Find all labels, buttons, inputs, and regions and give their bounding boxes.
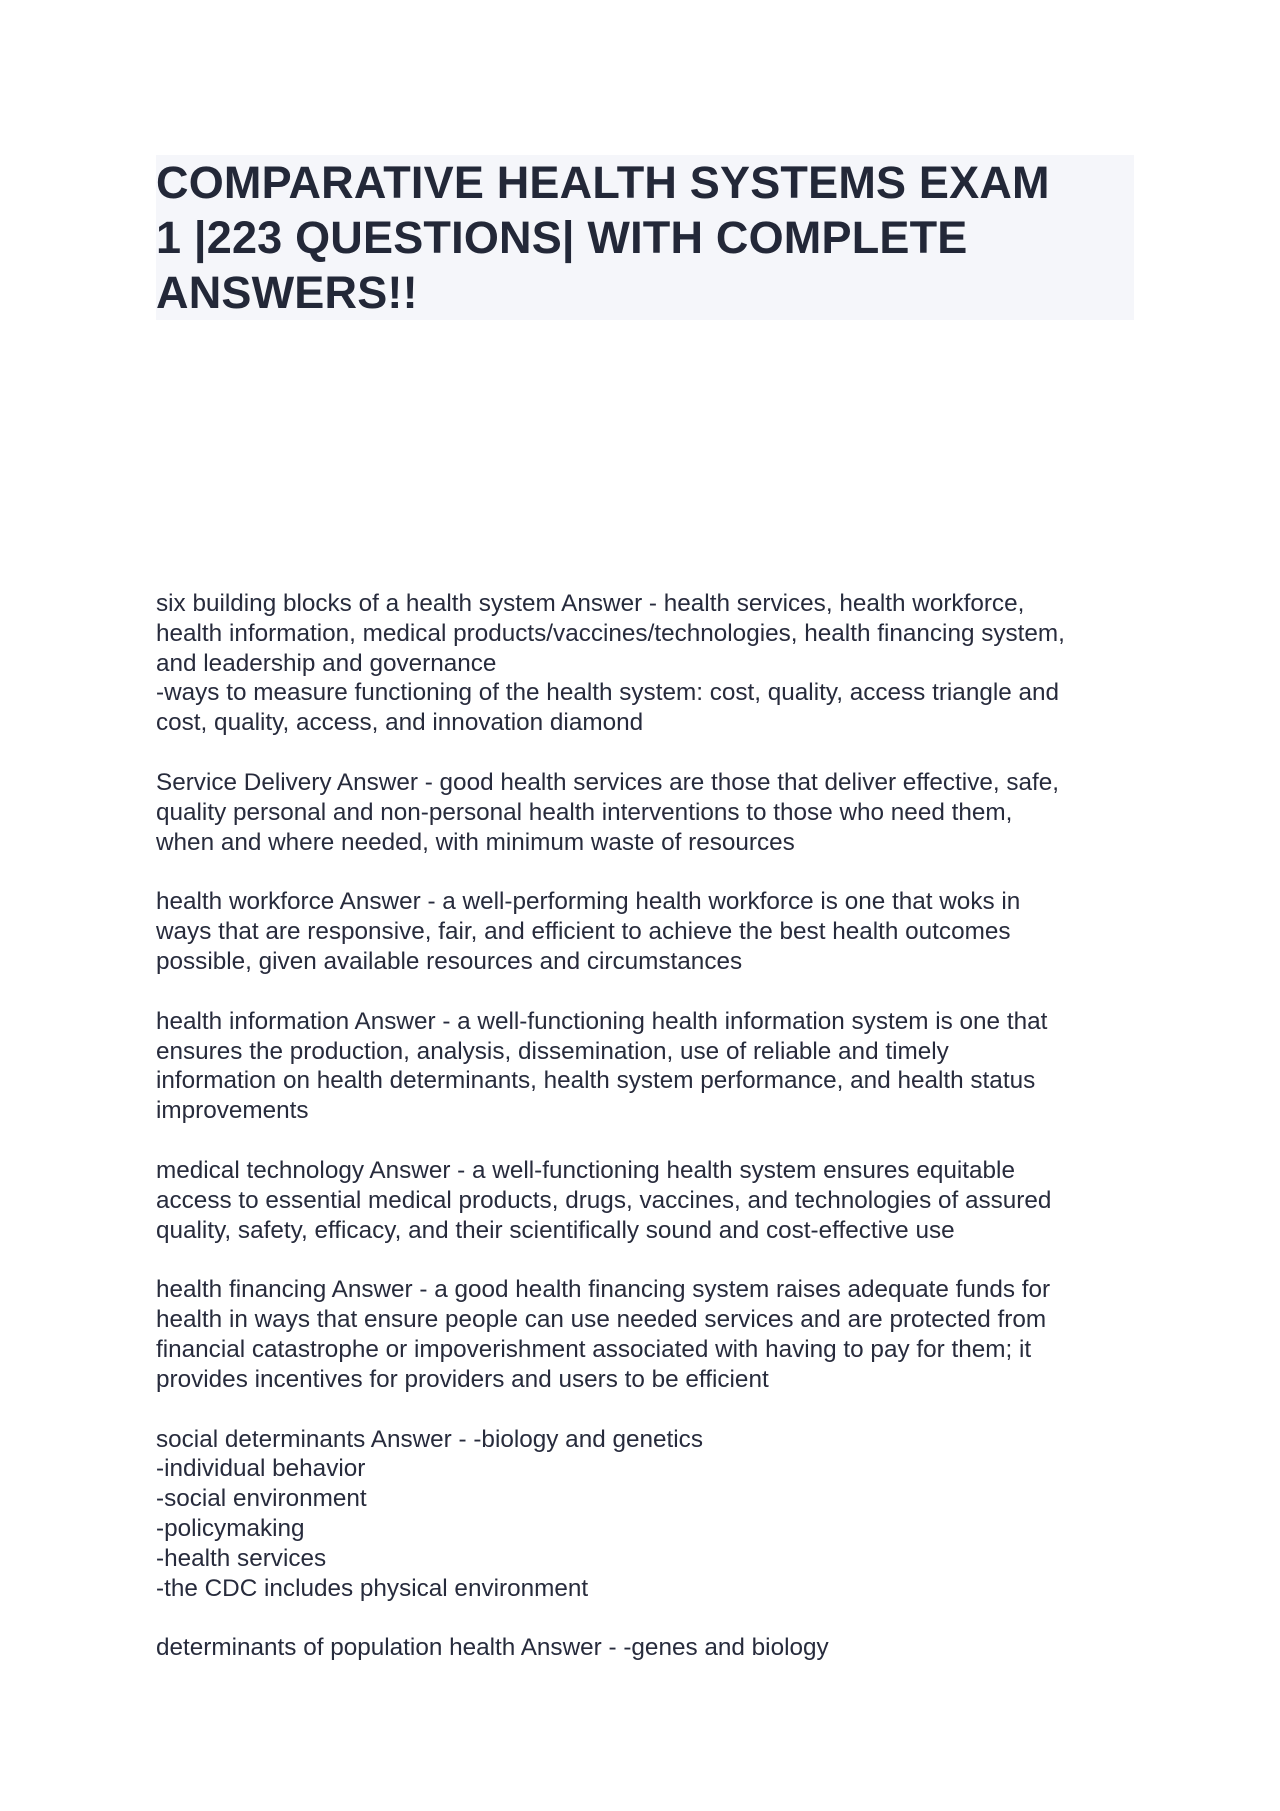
title-banner — [156, 155, 1134, 320]
qa-item-social-determinants: social determinants Answer - -biology and genetics -individual behavior -social environment -policymaking -health services -the CDC includes physical environment — [156, 1425, 703, 1602]
qa-item-service-delivery: Service Delivery Answer - good health services are those that deliver effective, safe, quality personal and non-personal health interventions to those who need them, when and where needed, with minimum waste of resources — [156, 768, 1060, 856]
qa-item-population-health: determinants of population health Answer - -genes and biology — [156, 1634, 829, 1662]
qa-item-health-information: health information Answer - a well-functioning health information system is one that ensures the production, analysis, dissemination, use of reliable and timely information on health determinants, health system performance, and health status improvements — [156, 1007, 1048, 1125]
document-title: COMPARATIVE HEALTH SYSTEMS EXAM 1 |223 QUESTIONS| WITH COMPLETE ANSWERS!! — [156, 157, 1050, 318]
qa-item-building-blocks: six building blocks of a health system Answer - health services, health workforce, health information, medical products/vaccines/technologies, health financing system, and leadership and governance -ways to measure functioning of the health system: cost, quality, access triangle and cost, quality, access, and innovation diamond — [156, 590, 1065, 737]
qa-item-health-financing: health financing Answer - a good health financing system raises adequate funds for health in ways that ensure people can use needed services and are protected from financial catastrophe or impoverishment associated with having to pay for them; it provides incentives for providers and users to be efficient — [156, 1276, 1051, 1393]
qa-item-health-workforce: health workforce Answer - a well-performing health workforce is one that woks in ways that are responsive, fair, and efficient to achieve the best health outcomes possible, given available resources and circumstances — [156, 888, 1021, 975]
qa-item-medical-technology: medical technology Answer - a well-functioning health system ensures equitable access to essential medical products, drugs, vaccines, and technologies of assured quality, safety, efficacy, and their scientifically sound and cost-effective use — [156, 1156, 1052, 1244]
qa-list — [156, 589, 1146, 1693]
